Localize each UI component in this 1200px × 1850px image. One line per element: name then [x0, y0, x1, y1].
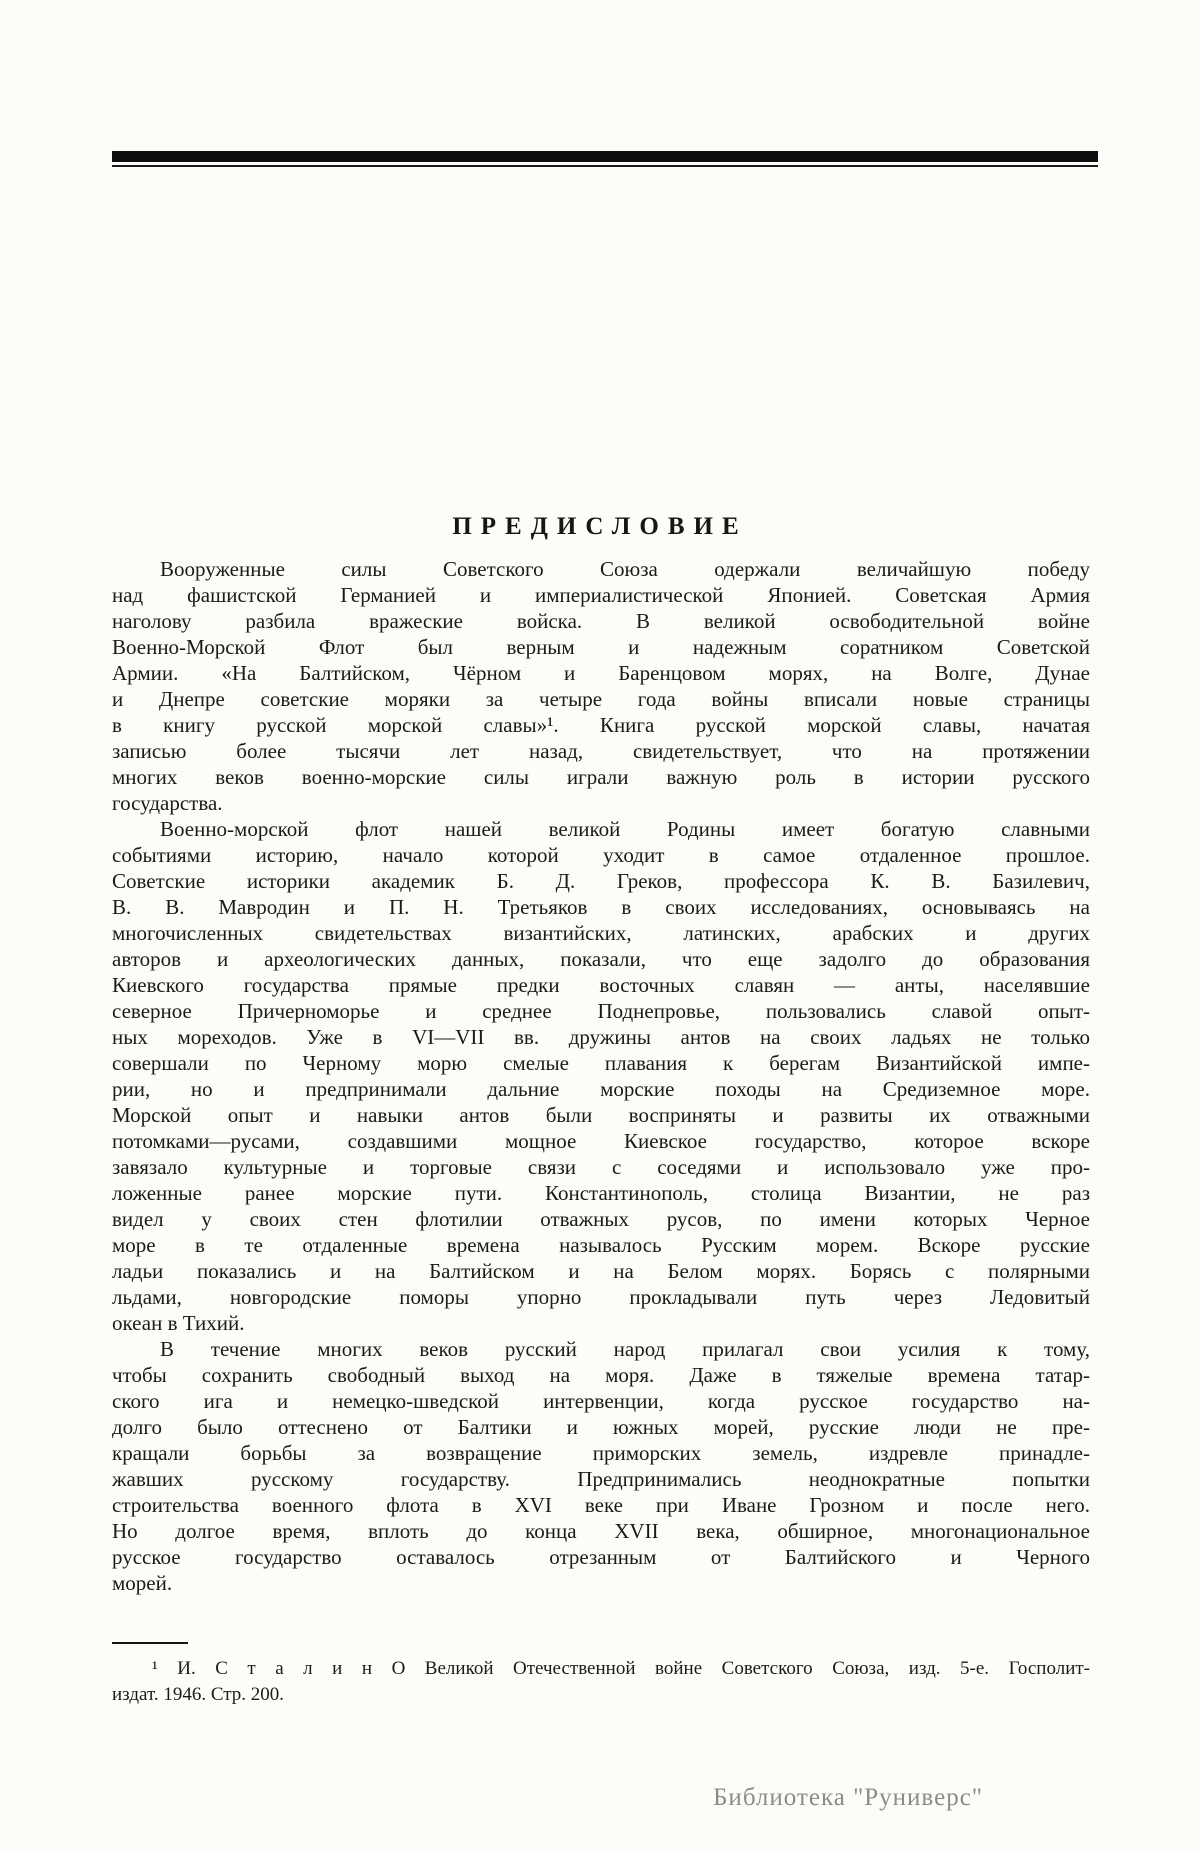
text-line: многих веков военно-морские силы играли важную роль в истории русского [112, 765, 1090, 789]
text-line: событиями историю, начало которой уходит в самое отдаленное прошлое. [112, 843, 1090, 867]
text-line: долго было оттеснено от Балтики и южных морей, русские люди не пре- [112, 1415, 1090, 1439]
text-line: ложенные ранее морские пути. Константинополь, столица Византии, не раз [112, 1181, 1090, 1205]
text-line: Военно-Морской Флот был верным и надежным соратником Советской [112, 635, 1090, 659]
footnote-line: ¹ И. С т а л и н О Великой Отечественной войне Советского Союза, изд. 5-е. Госполит- [152, 1658, 1090, 1679]
header-rule-thick [112, 151, 1098, 162]
text-line: видел у своих стен флотилии отважных русов, по имени которых Черное [112, 1207, 1090, 1231]
page-title: ПРЕДИСЛОВИЕ [452, 513, 748, 540]
text-line: и Днепре советские моряки за четыре года войны вписали новые страницы [112, 687, 1090, 711]
text-line: рии, но и предпринимали дальние морские походы на Средиземное море. [112, 1077, 1090, 1101]
text-line: Советские историки академик Б. Д. Греков, профессора К. В. Базилевич, [112, 869, 1090, 893]
library-watermark: Библиотека "Руниверс" [713, 1784, 983, 1811]
text-line: морей. [112, 1571, 173, 1595]
text-line: льдами, новгородские поморы упорно прокладывали путь через Ледовитый [112, 1285, 1090, 1309]
text-line: кращали борьбы за возвращение приморских земель, издревле принадле- [112, 1441, 1090, 1465]
text-line: Киевского государства прямые предки восточных славян — анты, населявшие [112, 973, 1090, 997]
text-line: Морской опыт и навыки антов были восприняты и развиты их отважными [112, 1103, 1090, 1127]
text-line: В течение многих веков русский народ прилагал свои усилия к тому, [160, 1337, 1090, 1361]
text-line: потомками—русами, создавшими мощное Киевское государство, которое вскоре [112, 1129, 1090, 1153]
text-line: записью более тысячи лет назад, свидетельствует, что на протяжении [112, 739, 1090, 763]
text-line: море в те отдаленные времена называлось Русским морем. Вскоре русские [112, 1233, 1090, 1257]
text-line: океан в Тихий. [112, 1311, 245, 1335]
text-line: Военно-морской флот нашей великой Родины имеет богатую славными [160, 817, 1090, 841]
text-line: в книгу русской морской славы»¹. Книга русской морской славы, начатая [112, 713, 1090, 737]
text-line: наголову разбила вражеские войска. В великой освободительной войне [112, 609, 1090, 633]
text-line: ладьи показались и на Балтийском и на Белом морях. Борясь с полярными [112, 1259, 1090, 1283]
text-line: ского ига и немецко-шведской интервенции, когда русское государство на- [112, 1389, 1090, 1413]
text-line: государства. [112, 791, 223, 815]
text-line: многочисленных свидетельствах византийских, латинских, арабских и других [112, 921, 1090, 945]
text-line: русское государство оставалось отрезанным от Балтийского и Черного [112, 1545, 1090, 1569]
text-line: чтобы сохранить свободный выход на моря. Даже в тяжелые времена татар- [112, 1363, 1090, 1387]
text-line: северное Причерноморье и среднее Поднепровье, пользовались славой опыт- [112, 999, 1090, 1023]
footnote [112, 1656, 1090, 1708]
text-line: Армии. «На Балтийском, Чёрном и Баренцовом морях, на Волге, Дунае [112, 661, 1090, 685]
text-line: ных мореходов. Уже в VI—VII вв. дружины антов на своих ладьях не только [112, 1025, 1090, 1049]
text-line: строительства военного флота в XVI веке при Иване Грозном и после него. [112, 1493, 1090, 1517]
text-line: совершали по Черному морю смелые плавания к берегам Византийской импе- [112, 1051, 1090, 1075]
footnote-line: издат. 1946. Стр. 200. [112, 1684, 285, 1705]
footnote-separator-rule [112, 1642, 188, 1644]
text-line: В. В. Мавродин и П. Н. Третьяков в своих исследованиях, основываясь на [112, 895, 1090, 919]
text-line: завязало культурные и торговые связи с соседями и использовало уже про- [112, 1155, 1090, 1179]
text-line: жавших русскому государству. Предпринимались неоднократные попытки [112, 1467, 1090, 1491]
header-rule-thin [112, 165, 1098, 167]
text-line: над фашистской Германией и империалистической Японией. Советская Армия [112, 583, 1090, 607]
body-text [112, 556, 1090, 1596]
text-line: Но долгое время, вплоть до конца XVII века, обширное, многонациональное [112, 1519, 1090, 1543]
text-line: Вооруженные силы Советского Союза одержали величайшую победу [160, 557, 1090, 581]
text-line: авторов и археологических данных, показали, что еще задолго до образования [112, 947, 1090, 971]
